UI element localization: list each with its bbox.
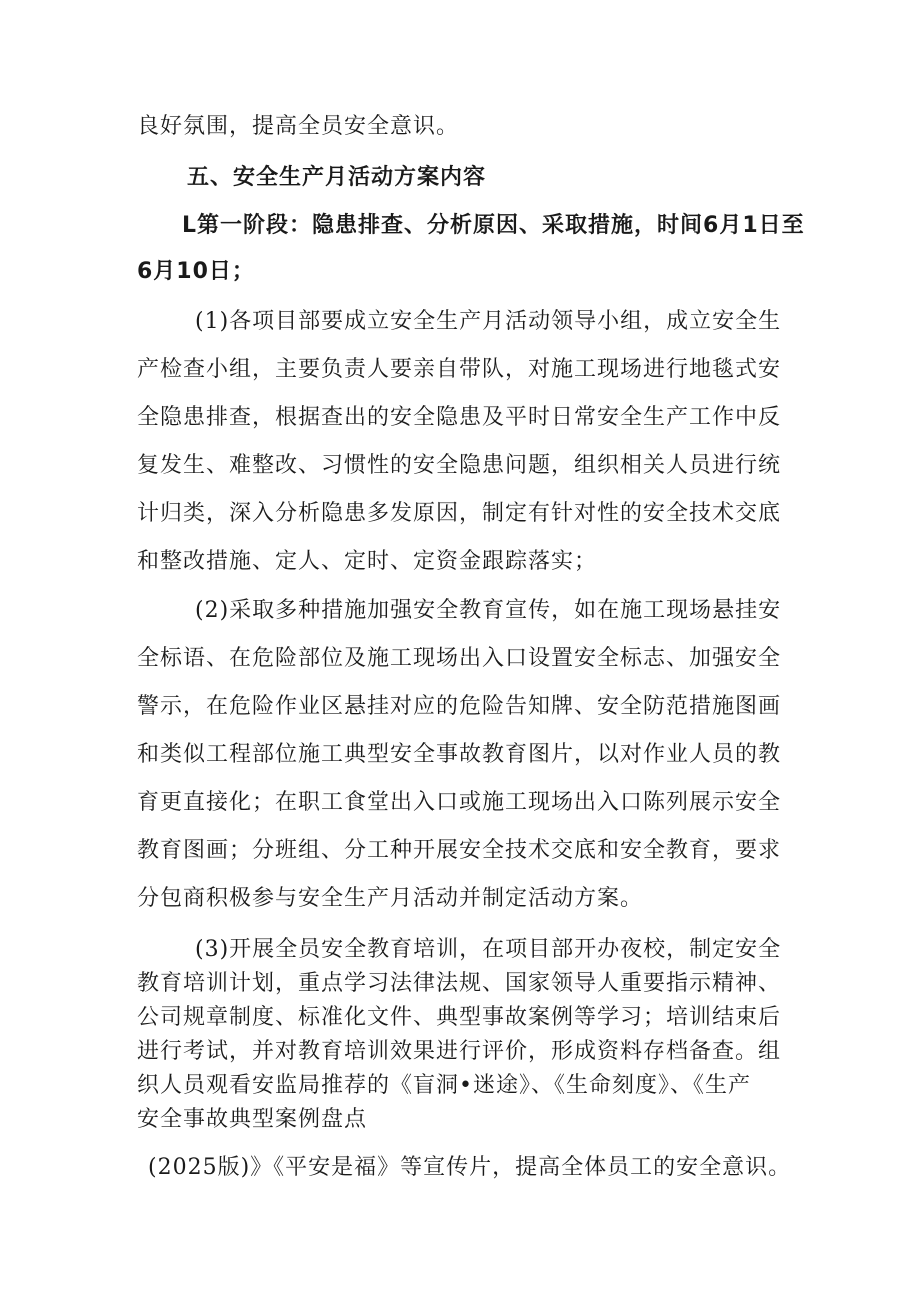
paragraph-line: 分包商积极参与安全生产月活动并制定活动方案。 xyxy=(137,886,644,911)
paragraph-line: 全标语、在危险部位及施工现场出入口设置安全标志、加强安全 xyxy=(137,646,782,671)
paragraph-line: (3)开展全员安全教育培训，在项目部开办夜校，制定安全 xyxy=(195,937,782,962)
paragraph-line: 全隐患排查，根据查出的安全隐患及平时日常安全生产工作中反 xyxy=(137,405,782,430)
paragraph-line: 公司规章制度、标准化文件、典型事故案例等学习；培训结束后 xyxy=(137,1005,782,1030)
paragraph-line: 教育图画；分班组、分工种开展安全技术交底和安全教育，要求 xyxy=(137,838,782,863)
text-line: 良好氛围，提高全员安全意识。 xyxy=(137,114,460,139)
stage-heading-continued: 6月10日； xyxy=(137,259,255,284)
paragraph-line: 和类似工程部位施工典型安全事故教育图片，以对作业人员的教 xyxy=(137,742,782,767)
paragraph-line: 和整改措施、定人、定时、定资金跟踪落实； xyxy=(137,549,598,574)
paragraph-line: 教育培训计划，重点学习法律法规、国家领导人重要指示精神、 xyxy=(137,971,782,996)
paragraph-line: (2025版)》《平安是福》等宣传片，提高全体员工的安全意识。 xyxy=(148,1155,792,1180)
section-heading: 五、安全生产月活动方案内容 xyxy=(187,165,487,190)
paragraph-line: 织人员观看安监局推荐的《盲洞•迷途》、《生命刻度》、《生产 xyxy=(137,1073,751,1098)
paragraph-line: (2)采取多种措施加强安全教育宣传，如在施工现场悬挂安 xyxy=(195,598,782,623)
paragraph-line: 进行考试，并对教育培训效果进行评价，形成资料存档备查。组 xyxy=(137,1039,782,1064)
paragraph-line: 育更直接化；在职工食堂出入口或施工现场出入口陈列展示安全 xyxy=(137,790,782,815)
paragraph-line: 复发生、难整改、习惯性的安全隐患问题，组织相关人员进行统 xyxy=(137,453,782,478)
stage-heading: L第一阶段：隐患排查、分析原因、采取措施，时间6月1日至 xyxy=(182,213,805,238)
paragraph-line: 安全事故典型案例盘点 xyxy=(137,1107,368,1132)
paragraph-line: 计归类，深入分析隐患多发原因，制定有针对性的安全技术交底 xyxy=(137,501,782,526)
paragraph-line: (1)各项目部要成立安全生产月活动领导小组，成立安全生 xyxy=(195,309,782,334)
paragraph-line: 警示，在危险作业区悬挂对应的危险告知牌、安全防范措施图画 xyxy=(137,694,782,719)
paragraph-line: 产检查小组，主要负责人要亲自带队，对施工现场进行地毯式安 xyxy=(137,357,782,382)
